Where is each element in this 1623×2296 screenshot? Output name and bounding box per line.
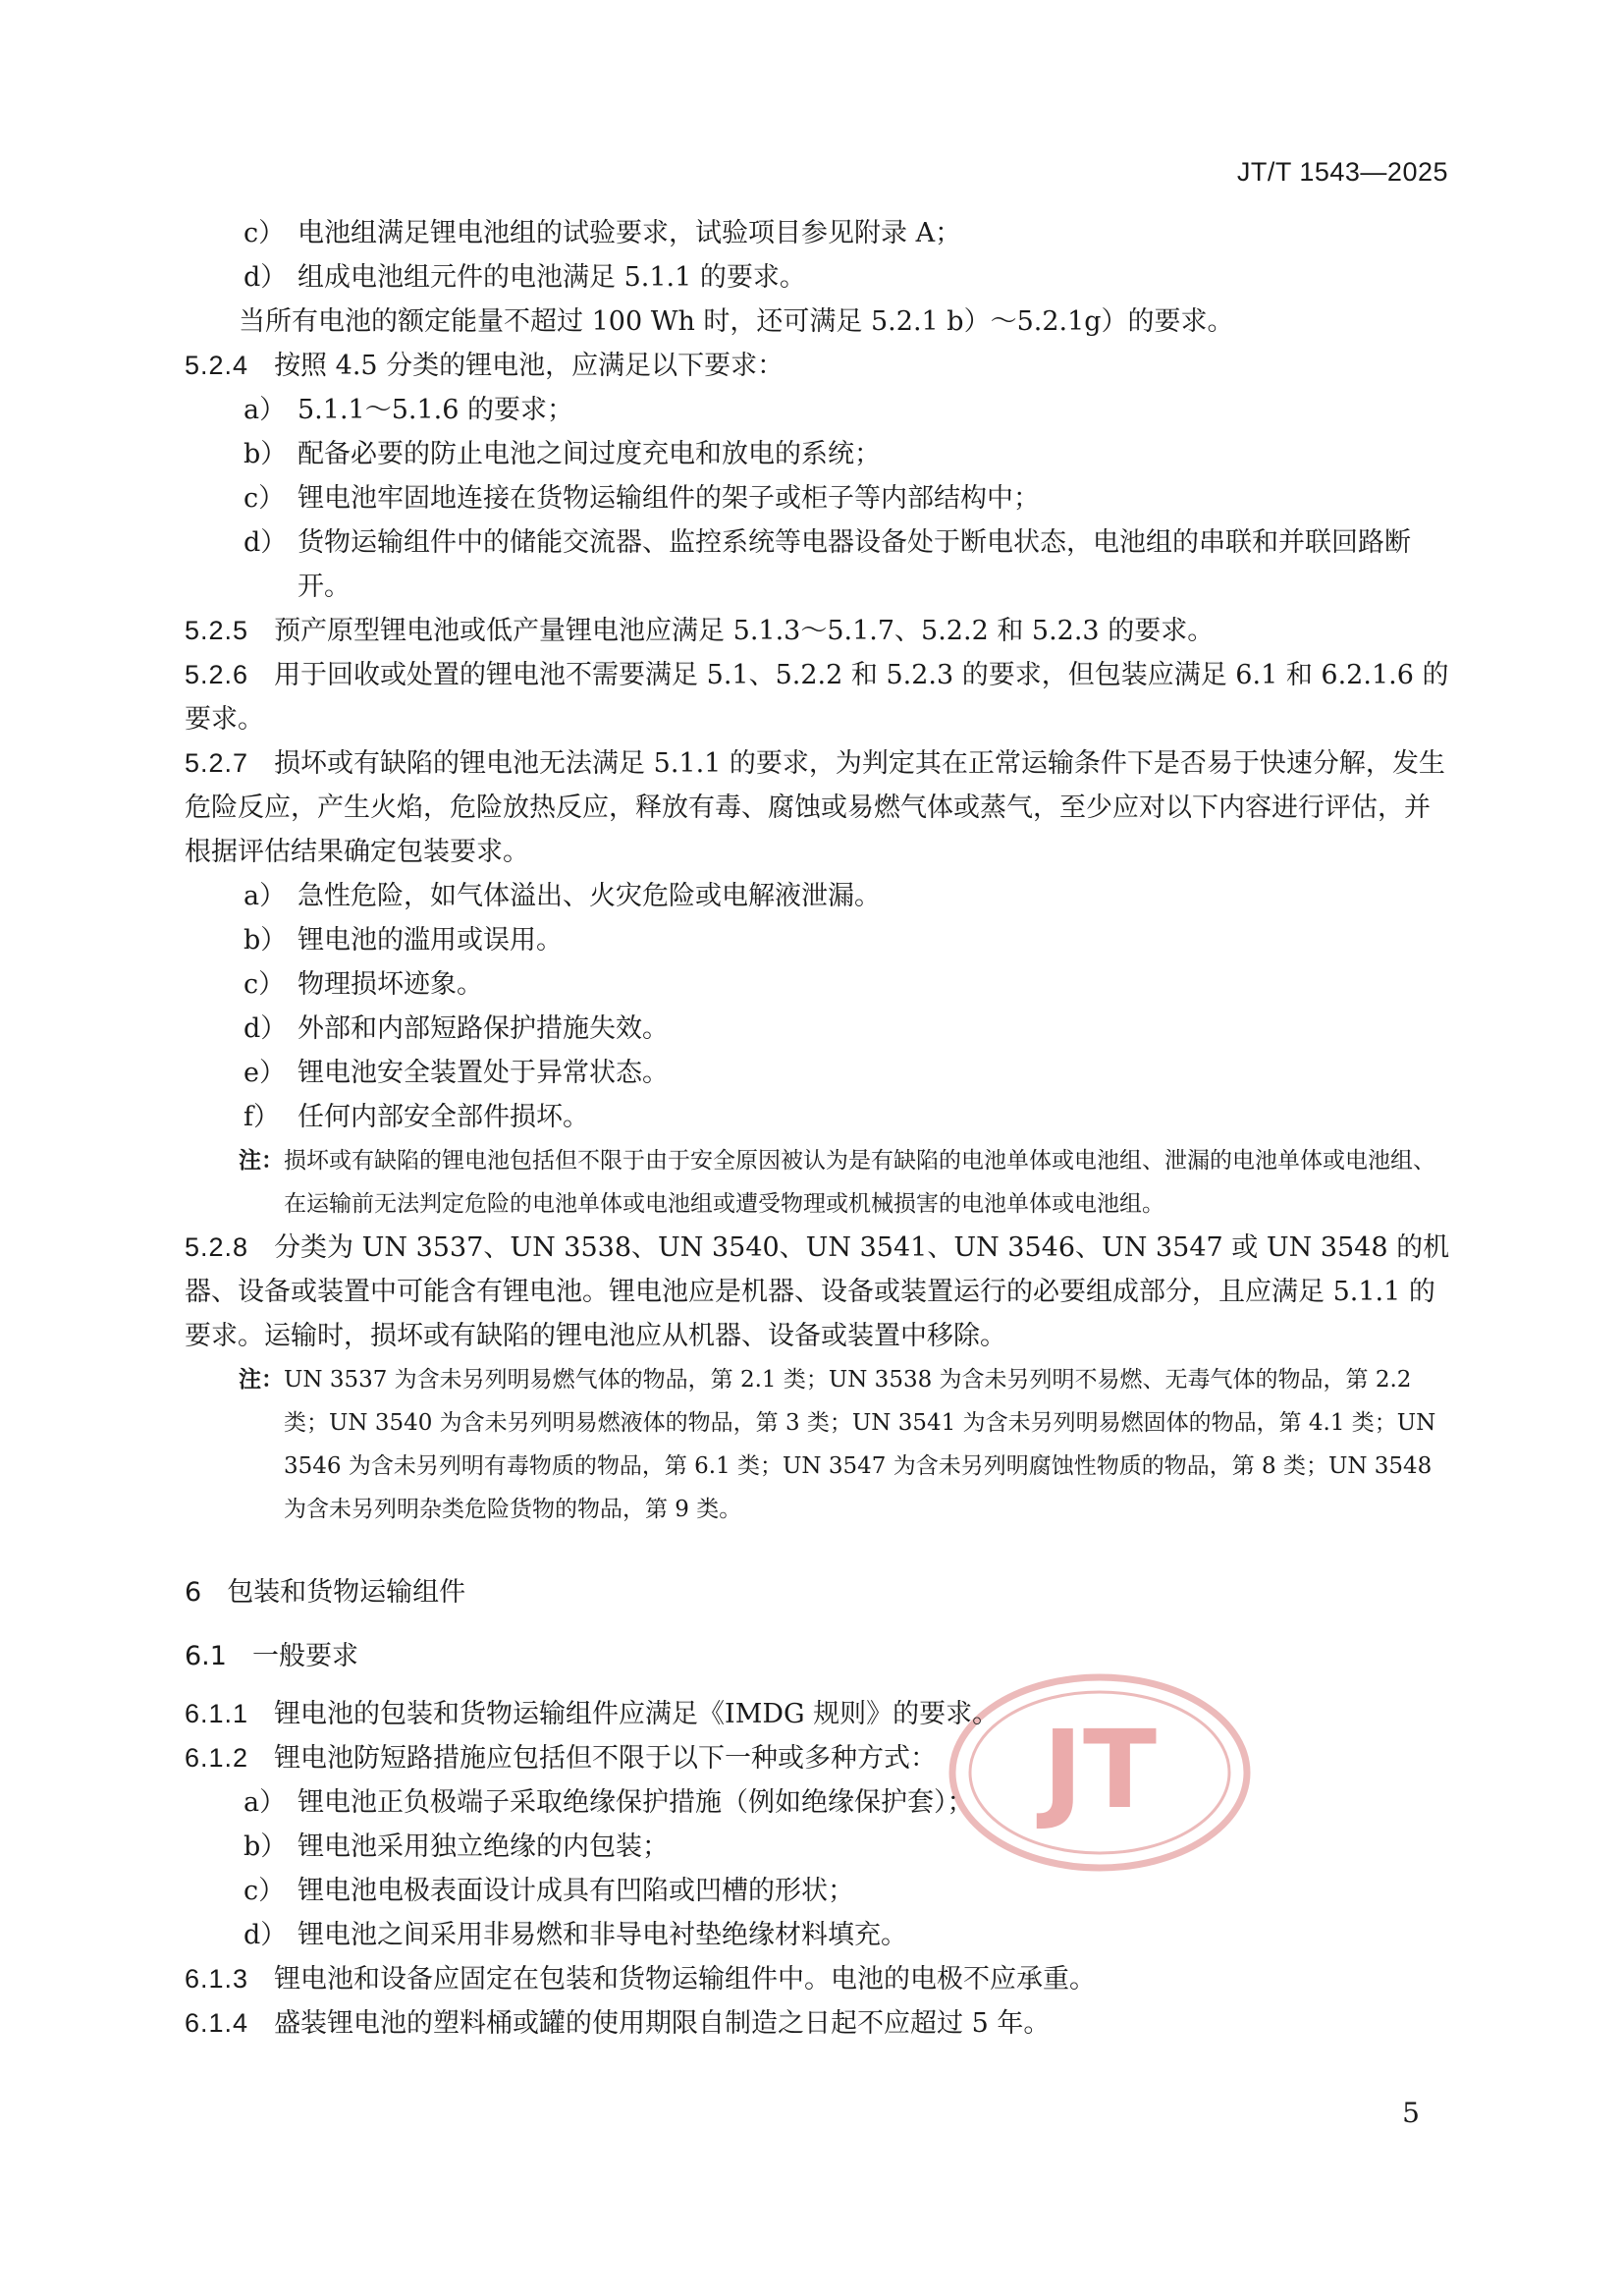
page-number: 5 — [1402, 2097, 1420, 2129]
watermark-text: JT — [1043, 1707, 1157, 1832]
list-item: b） 锂电池的滥用或误用。 — [243, 925, 563, 956]
doc-code: JT/T 1543—2025 — [1236, 157, 1448, 187]
clause-5-2-8: 5.2.8 分类为 UN 3537、UN 3538、UN 3540、UN 3541、UN 3546、UN 3547 或 UN 3548 的机器、设备或装置中可能含有锂电池。锂电池应是机器、设备或装置运行的必要组成部分，且应满足 5.1.1 的要求。运输时，损坏或有缺陷的锂电池应从机器、设备或装置中移除。 — [185, 1232, 1450, 1351]
list-item: e） 锂电池安全装置处于异常状态。 — [243, 1058, 669, 1088]
section-heading: 6.1 一般要求 — [185, 1641, 358, 1671]
note: 注： 损坏或有缺陷的锂电池包括但不限于由于安全原因被认为是有缺陷的电池单体或电池组、泄漏的电池单体或电池组、在运输前无法判定危险的电池单体或电池组或遭受物理或机械损害的电池单体或电池组。 — [239, 1148, 1435, 1217]
list-item: d） 组成电池组元件的电池满足 5.1.1 的要求。 — [243, 262, 806, 293]
note: 注： UN 3537 为含未另列明易燃气体的物品，第 2.1 类；UN 3538 为含未另列明不易燃、无毒气体的物品，第 2.2 类；UN 3540 为含未另列明易燃液体的物品，第 3 类；UN 3541 为含未另列明易燃固体的物品，第 4.1 类；UN 3546 为含未另列明有毒物质的物品，第 6.1 类；UN 3547 为含未另列明腐蚀性物质的物品，第 8 类；UN 3548 为含未另列明杂类危险货物的物品，第 9 类。 — [239, 1367, 1436, 1522]
clause-6-1-3: 6.1.3 锂电池和设备应固定在包装和货物运输组件中。电池的电极不应承重。 — [185, 1964, 1097, 1995]
list-item: d） 外部和内部短路保护措施失效。 — [243, 1013, 669, 1044]
clause-5-2-5: 5.2.5 预产原型锂电池或低产量锂电池应满足 5.1.3～5.1.7、5.2.2 和 5.2.3 的要求。 — [185, 616, 1215, 646]
list-item: c） 电池组满足锂电池组的试验要求，试验项目参见附录 A； — [243, 218, 962, 248]
clause-6-1-1: 6.1.1 锂电池的包装和货物运输组件应满足《IMDG 规则》的要求。 — [185, 1699, 1000, 1729]
clause-6-1-2: 6.1.2 锂电池防短路措施应包括但不限于以下一种或多种方式： — [185, 1743, 938, 1774]
list-item: a） 锂电池正负极端子采取绝缘保护措施（例如绝缘保护套）； — [243, 1787, 974, 1818]
clause-5-2-4: 5.2.4 按照 4.5 分类的锂电池，应满足以下要求： — [185, 351, 784, 381]
list-item: c） 物理损坏迹象。 — [243, 969, 483, 1000]
chapter-heading: 6 包装和货物运输组件 — [185, 1577, 466, 1608]
clause-5-2-7: 5.2.7 损坏或有缺陷的锂电池无法满足 5.1.1 的要求，为判定其在正常运输条件下是否易于快速分解，发生危险反应，产生火焰，危险放热反应，释放有毒、腐蚀或易燃气体或蒸气，至少应对以下内容进行评估，并根据评估结果确定包装要求。 — [185, 748, 1445, 867]
list-item: d） 锂电池之间采用非易燃和非导电衬垫绝缘材料填充。 — [243, 1920, 907, 1950]
continuation-paragraph: 当所有电池的额定能量不超过 100 Wh 时，还可满足 5.2.1 b）～5.2.1g）的要求。 — [239, 306, 1234, 337]
list-item: f） 任何内部安全部件损坏。 — [243, 1102, 589, 1132]
list-item: b） 配备必要的防止电池之间过度充电和放电的系统； — [243, 439, 881, 469]
clause-6-1-4: 6.1.4 盛装锂电池的塑料桶或罐的使用期限自制造之日起不应超过 5 年。 — [185, 2008, 1051, 2039]
list-item: d） 货物运输组件中的储能交流器、监控系统等电器设备处于断电状态，电池组的串联和并联回路断开。 — [243, 527, 1411, 602]
clause-5-2-6: 5.2.6 用于回收或处置的锂电池不需要满足 5.1、5.2.2 和 5.2.3 的要求，但包装应满足 6.1 和 6.2.1.6 的要求。 — [185, 660, 1449, 735]
list-item: c） 锂电池电极表面设计成具有凹陷或凹槽的形状； — [243, 1876, 854, 1906]
list-item: a） 急性危险，如气体溢出、火灾危险或电解液泄漏。 — [243, 881, 881, 911]
list-item: c） 锂电池牢固地连接在货物运输组件的架子或柜子等内部结构中； — [243, 483, 1040, 514]
list-item: a） 5.1.1～5.1.6 的要求； — [243, 395, 573, 425]
document-body — [185, 211, 1451, 2046]
list-item: b） 锂电池采用独立绝缘的内包装； — [243, 1831, 669, 1862]
